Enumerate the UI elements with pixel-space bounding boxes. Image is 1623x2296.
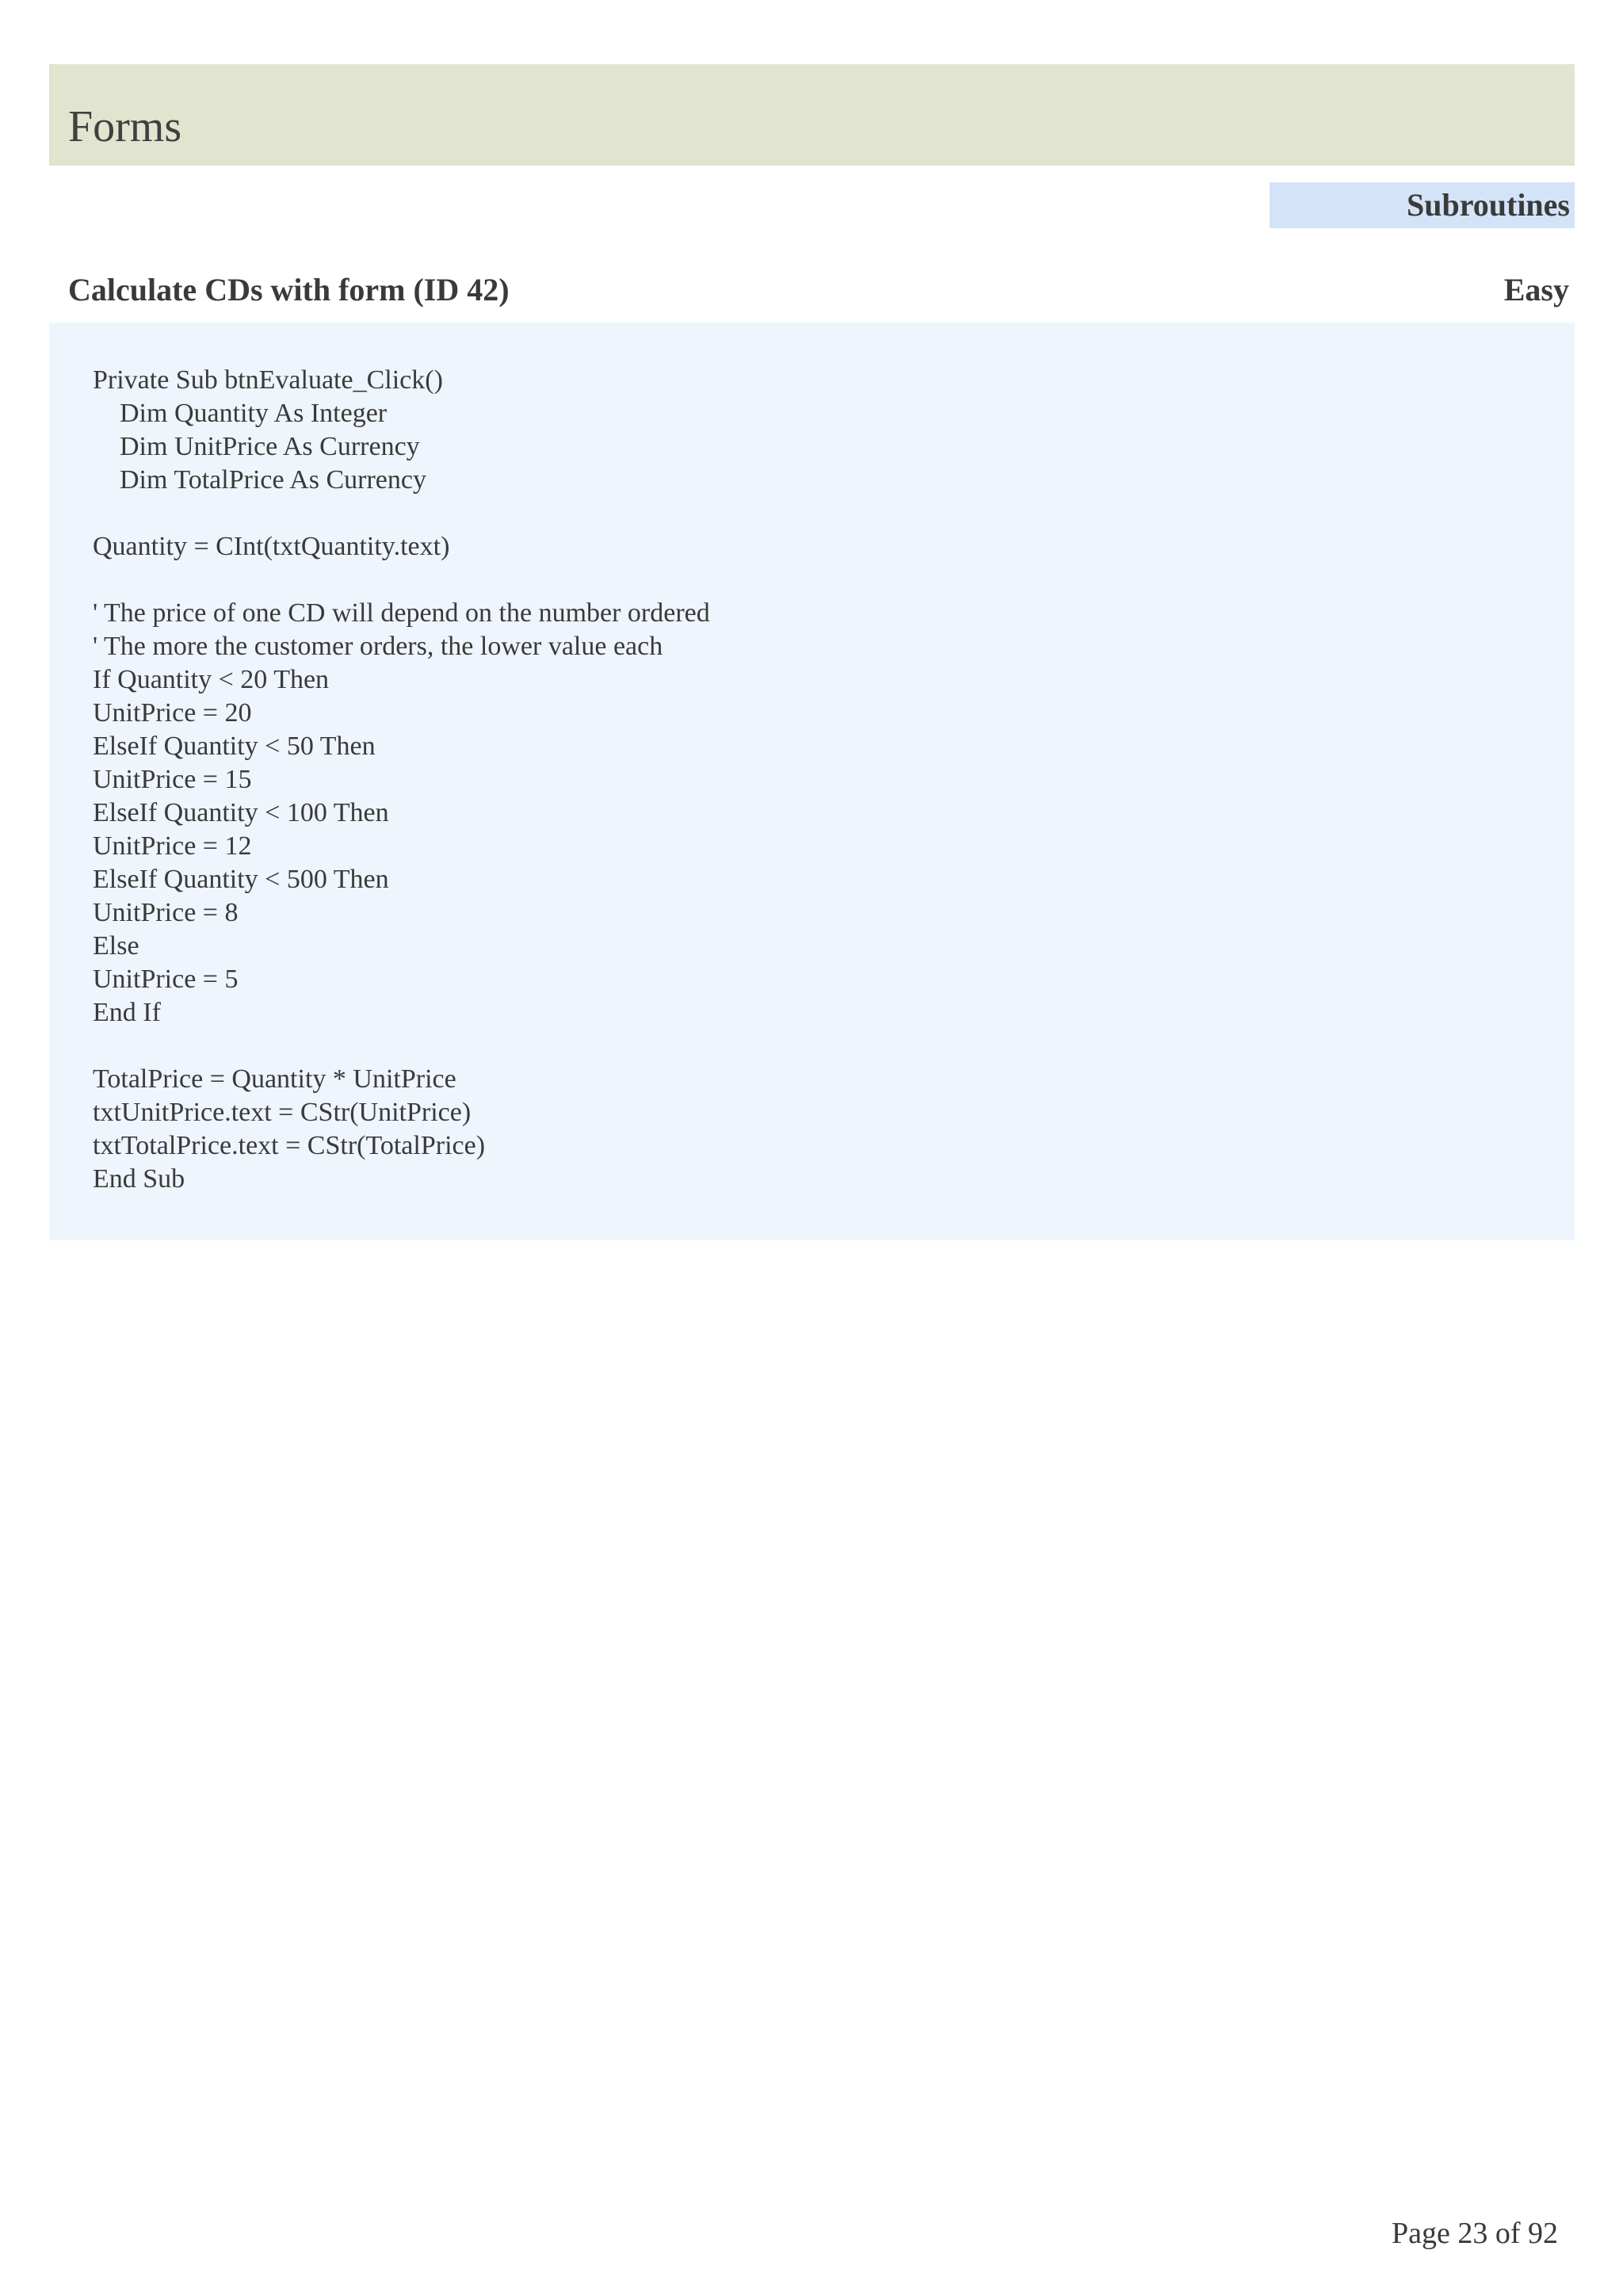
category-label: Subroutines [1406,187,1570,223]
code-line: Dim TotalPrice As Currency [93,465,426,495]
code-line: UnitPrice = 12 [93,831,252,861]
code-line [93,497,710,530]
code-line: If Quantity < 20 Then [93,665,330,694]
code-line: ' The price of one CD will depend on the number ordered [93,598,710,628]
code-line: TotalPrice = Quantity * UnitPrice [93,1064,456,1094]
code-line: Else [93,931,139,961]
code-line: txtTotalPrice.text = CStr(TotalPrice) [93,1131,486,1160]
code-line: UnitPrice = 20 [93,698,252,728]
code-line: ' The more the customer orders, the lower value each [93,632,663,661]
code-line: txtUnitPrice.text = CStr(UnitPrice) [93,1098,472,1127]
section-header [49,64,1575,166]
category-badge [1270,182,1575,228]
code-line [93,563,710,597]
code-line: Dim UnitPrice As Currency [93,432,420,461]
code-line: Dim Quantity As Integer [93,399,388,428]
code-line: UnitPrice = 5 [93,965,239,994]
code-line [93,1030,710,1063]
code-line: End Sub [93,1164,185,1194]
code-line: UnitPrice = 15 [93,765,252,794]
page-number: Page 23 of 92 [1391,2217,1558,2250]
code-line: ElseIf Quantity < 100 Then [93,798,389,827]
exercise-title: Calculate CDs with form (ID 42) [68,272,510,308]
code-line: UnitPrice = 8 [93,898,239,927]
code-line: ElseIf Quantity < 500 Then [93,865,389,894]
code-line: Quantity = CInt(txtQuantity.text) [93,532,450,561]
code-block [49,323,1575,1240]
difficulty-label: Easy [1503,272,1569,308]
code-lines [93,364,710,1196]
code-line: Private Sub btnEvaluate_Click() [93,365,443,395]
code-line: End If [93,998,161,1027]
code-line: ElseIf Quantity < 50 Then [93,732,376,761]
section-title: Forms [68,102,182,151]
